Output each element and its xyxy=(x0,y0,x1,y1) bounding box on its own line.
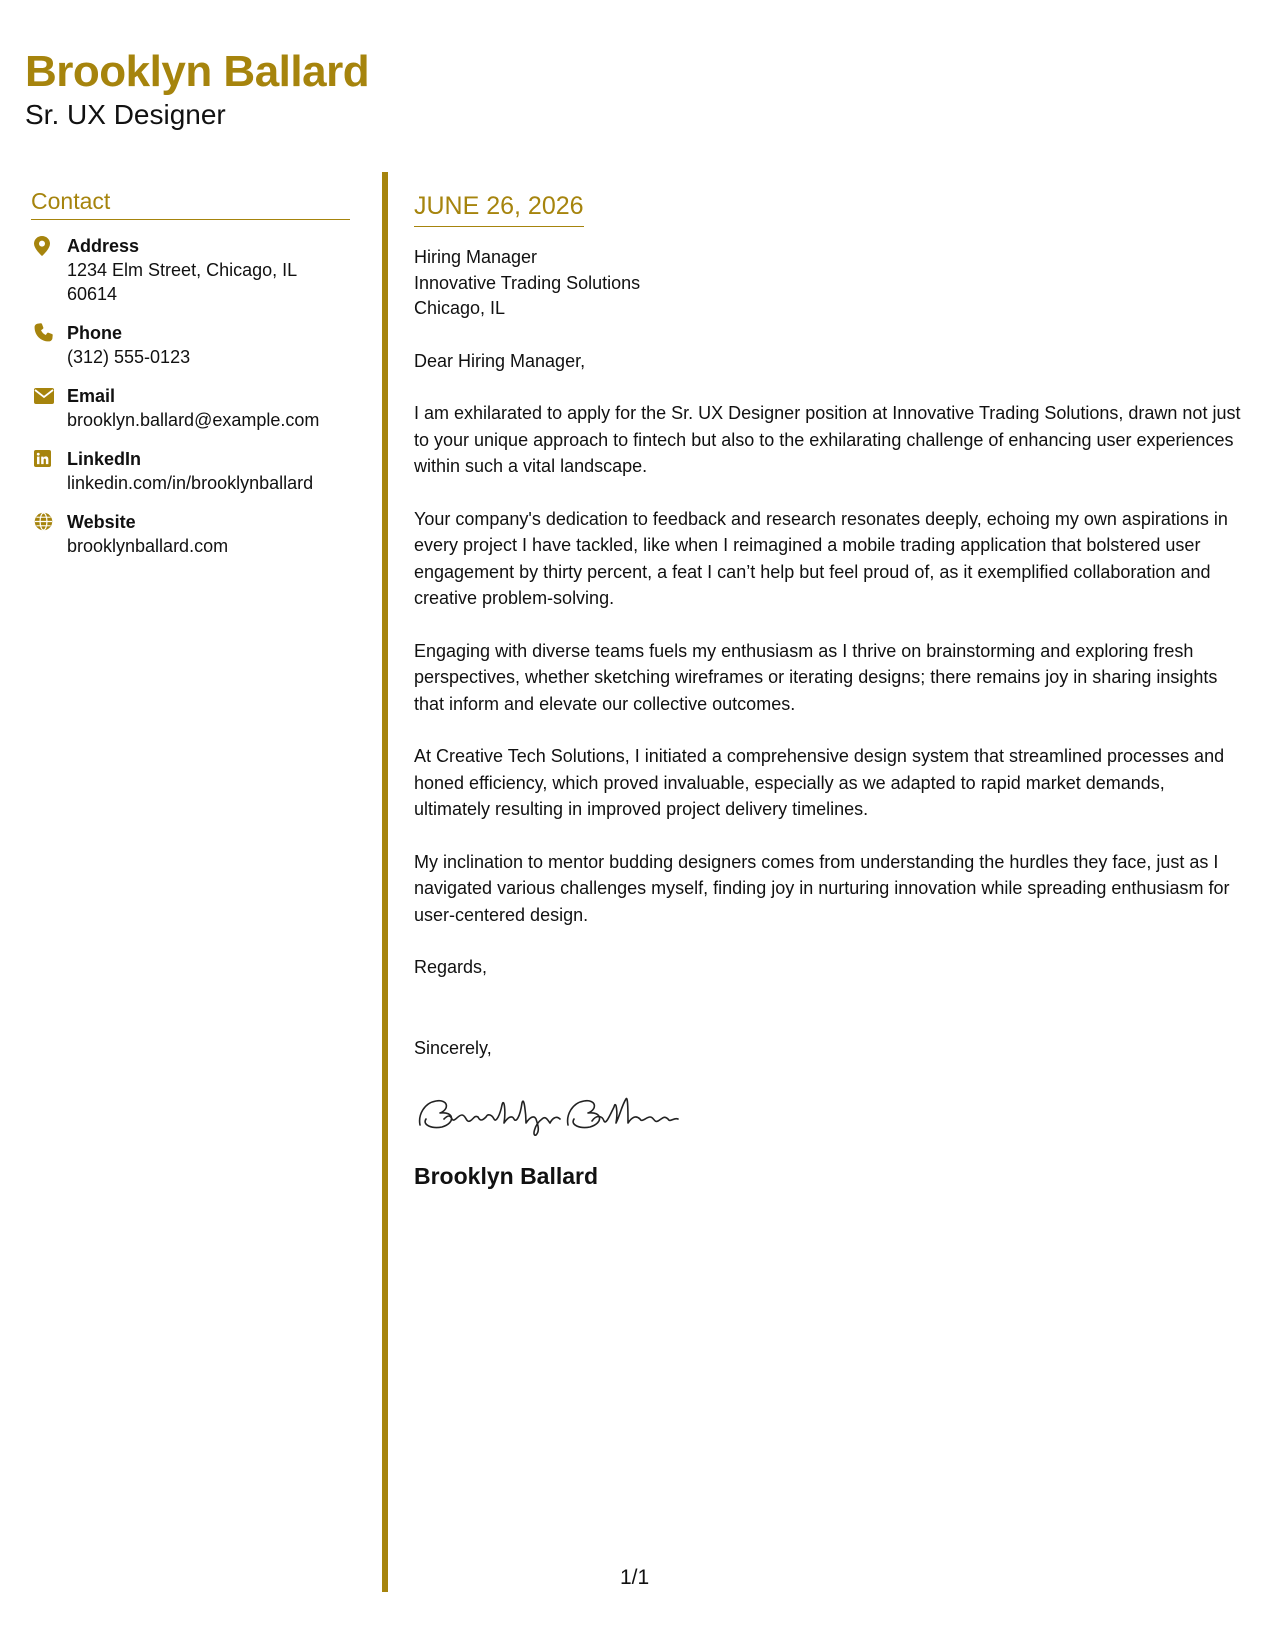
contact-label: Phone xyxy=(67,323,123,343)
envelope-icon xyxy=(31,384,67,404)
contact-value: 1234 Elm Street, Chicago, IL 60614 xyxy=(67,260,297,304)
contact-item-email xyxy=(31,384,350,432)
letter-paragraph: Your company's dedication to feedback and research resonates deeply, echoing my own aspirations in every project I have tackled, like when I reimagined a mobile trading application that bolstered user engagement by thirty percent, a feat I can’t help but feel proud of, as it exemplified collaboration and creative problem-solving. xyxy=(414,508,1228,608)
letter-paragraph: My inclination to mentor budding designers comes from understanding the hurdles they face, just as I navigated various challenges myself, finding joy in nurturing innovation while spreading enthusiasm for user-centered design. xyxy=(414,851,1230,925)
recipient-line: Chicago, IL xyxy=(414,298,506,318)
globe-icon xyxy=(31,510,67,531)
contact-item-phone xyxy=(31,321,350,369)
applicant-title: Sr. UX Designer xyxy=(25,99,226,131)
salutation: Dear Hiring Manager, xyxy=(414,350,586,371)
regards-line: Regards, xyxy=(414,957,488,977)
applicant-name: Brooklyn Ballard xyxy=(25,47,370,96)
contact-label: Email xyxy=(67,386,116,406)
contact-label: LinkedIn xyxy=(67,449,142,469)
letter-date: JUNE 26, 2026 xyxy=(414,190,584,227)
linkedin-icon xyxy=(31,447,67,467)
resume-header xyxy=(25,48,369,132)
contact-sidebar xyxy=(31,188,350,573)
letter-body xyxy=(414,190,1244,1191)
recipient-line: Hiring Manager xyxy=(414,247,538,267)
contact-value: linkedin.com/in/brooklynballard xyxy=(67,473,314,493)
contact-heading: Contact xyxy=(31,188,350,220)
contact-value: brooklyn.ballard@example.com xyxy=(67,410,320,430)
sincerely-line: Sincerely, xyxy=(414,1037,492,1058)
phone-icon xyxy=(31,321,67,342)
signer-name: Brooklyn Ballard xyxy=(414,1163,599,1189)
contact-value: brooklynballard.com xyxy=(67,536,229,556)
vertical-divider xyxy=(382,172,388,1592)
contact-item-address xyxy=(31,234,350,306)
contact-label: Address xyxy=(67,236,140,256)
recipient-line: Innovative Trading Solutions xyxy=(414,272,641,293)
map-pin-icon xyxy=(31,234,67,256)
letter-paragraph: At Creative Tech Solutions, I initiated a comprehensive design system that streamlined processes and honed efficiency, which proved invaluable, especially as we adapted to rapid market demands, ultimately resulting in improved project delivery timelines. xyxy=(414,746,1225,819)
letter-paragraph: I am exhilarated to apply for the Sr. UX Designer position at Innovative Trading Solutions, drawn not just to your unique approach to fintech but also to the exhilarating challenge of enhancing user experiences within such a vital landscape. xyxy=(414,403,1241,476)
contact-value: (312) 555-0123 xyxy=(67,347,191,367)
contact-item-linkedin xyxy=(31,447,350,495)
contact-label: Website xyxy=(67,512,136,532)
handwritten-signature xyxy=(414,1085,1244,1137)
contact-item-website xyxy=(31,510,350,558)
recipient-block xyxy=(414,245,1244,322)
letter-paragraph: Engaging with diverse teams fuels my enthusiasm as I thrive on brainstorming and exploring fresh perspectives, whether sketching wireframes or iterating designs; there remains joy in sharing insights that inform and elevate our collective outcomes. xyxy=(414,640,1218,714)
page-number: 1/1 xyxy=(620,1566,650,1589)
